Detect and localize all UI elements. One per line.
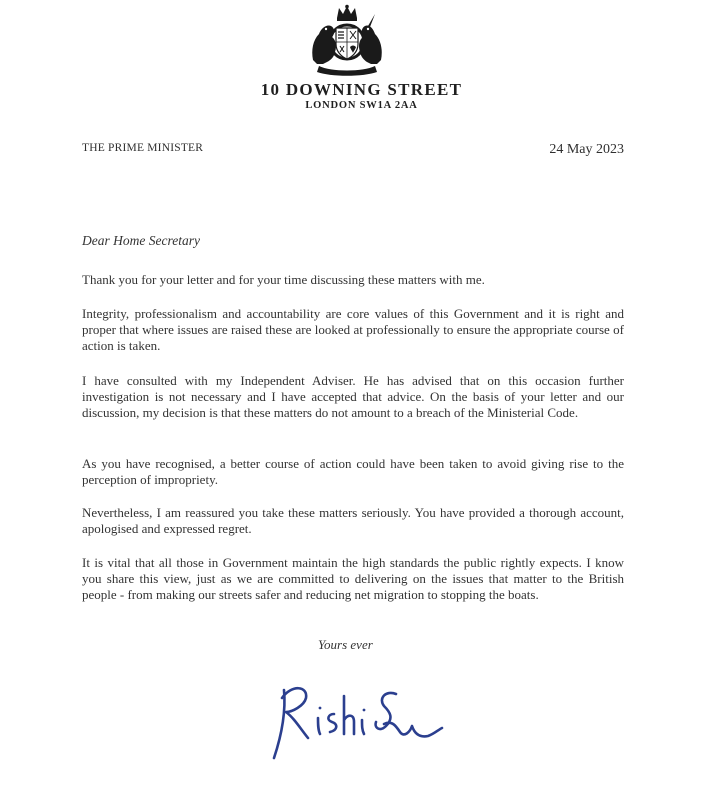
address-line-2: LONDON SW1A 2AA — [305, 100, 418, 111]
letter-date: 24 May 2023 — [549, 142, 624, 157]
paragraph-1: Thank you for your letter and for your time discussing these matters with me. — [82, 272, 485, 287]
paragraph-4: As you have recognised, a better course of action could have been taken to avoid giving rise to the perception of impropriety. — [82, 456, 624, 487]
paragraph-6: It is vital that all those in Government maintain the high standards the public rightly expects. I know you share this view, just as we are committed to delivering on the issues that matter to the British people - from making our streets safer and reducing net migration to stopping the boats. — [82, 555, 624, 602]
paragraph-2: Integrity, professionalism and accountability are core values of this Government and it is right and proper that where issues are raised these are looked at professionally to ensure the appropriate course of action is taken. — [82, 306, 624, 353]
royal-coat-of-arms-icon — [305, 4, 389, 78]
sender-title: THE PRIME MINISTER — [82, 142, 204, 154]
handwritten-signature-icon — [262, 672, 452, 772]
address-line-1: 10 DOWNING STREET — [260, 80, 463, 99]
paragraph-5: Nevertheless, I am reassured you take these matters seriously. You have provided a thorough account, apologised and expressed regret. — [82, 505, 624, 536]
paragraph-3: I have consulted with my Independent Adviser. He has advised that on this occasion further investigation is not necessary and I have accepted that advice. On the basis of your letter and our discussion, my decision is that these matters do not amount to a breach of the Ministerial Code. — [82, 373, 624, 420]
salutation: Dear Home Secretary — [82, 233, 200, 248]
signoff: Yours ever — [318, 637, 373, 652]
